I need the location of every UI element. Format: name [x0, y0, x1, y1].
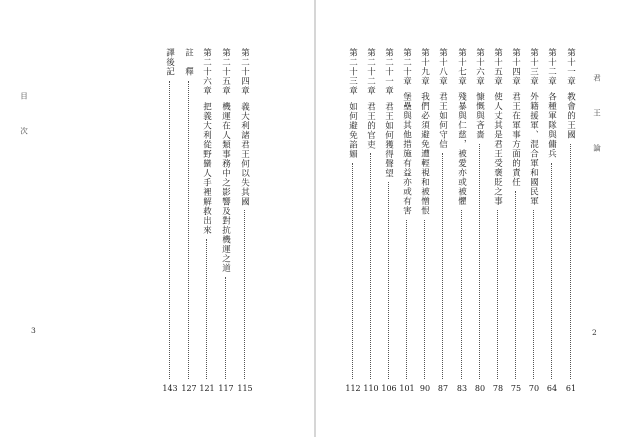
page-number: 121: [199, 384, 215, 393]
page-number: 143: [162, 384, 178, 393]
chapter-title: 君王如何守信: [437, 92, 448, 149]
toc-entry[interactable]: [436, 48, 450, 393]
running-head: 目 次: [19, 92, 29, 145]
dot-leader: [442, 153, 443, 379]
toc-entry[interactable]: [564, 48, 578, 393]
toc-entry-label: [184, 48, 193, 77]
dot-leader: [169, 81, 170, 379]
chapter-title: 君王在軍事方面的責任: [510, 92, 521, 187]
dot-leader: [424, 220, 425, 379]
dot-leader: [406, 220, 407, 379]
chapter-number: 第十八章: [437, 48, 448, 86]
chapter-number: 第二十五章: [220, 48, 231, 96]
chapter-number: 第二十章: [401, 48, 412, 86]
toc-entry[interactable]: [509, 48, 523, 393]
chapter-number: 第二十四章: [239, 48, 250, 96]
chapter-number: 第十四章: [510, 48, 521, 86]
page-number: 112: [345, 384, 361, 393]
page-number: 90: [419, 384, 431, 393]
page-number: 83: [456, 384, 468, 393]
toc-entry[interactable]: [182, 48, 196, 393]
page-number: 87: [437, 384, 449, 393]
right-page: [316, 0, 630, 437]
chapter-number: 第二十三章: [347, 48, 358, 96]
toc-entry-label: [475, 48, 484, 140]
dot-leader: [225, 277, 226, 379]
toc-entry-label: [493, 48, 502, 206]
toc-entry-label: [240, 48, 249, 206]
chapter-title: 堡壘與其他措施有益亦或有害: [401, 92, 412, 216]
chapter-title: 機運在人類事務中之影響及對抗機運之道: [220, 101, 231, 273]
toc-entry[interactable]: [346, 48, 360, 393]
page-folio: 2: [592, 328, 597, 337]
toc-entry[interactable]: [200, 48, 214, 393]
toc-entry-label: [566, 48, 575, 140]
dot-leader: [370, 153, 371, 379]
chapter-title: 慷慨與吝嗇: [474, 92, 485, 140]
chapter-title: 君王的官吏: [365, 101, 376, 149]
chapter-number: 第十六章: [474, 48, 485, 86]
chapter-title: 把義大利從野蠻人手裡解救出來: [201, 101, 212, 235]
chapter-title: 各種軍隊與傭兵: [546, 92, 557, 159]
toc-entry-label: [420, 48, 429, 216]
toc-entry[interactable]: [400, 48, 414, 393]
left-page: [0, 0, 314, 437]
page-number: 61: [565, 384, 577, 393]
chapter-title: 譯後記: [164, 48, 175, 77]
dot-leader: [533, 210, 534, 379]
page-number: 75: [510, 384, 522, 393]
chapter-number: 第二十一章: [383, 48, 394, 96]
chapter-title: 使人丈其是君王受褒貶之事: [492, 92, 503, 206]
toc-entry[interactable]: [491, 48, 505, 393]
dot-leader: [497, 210, 498, 379]
chapter-title: 我們必須避免遭輕視和被憎恨: [419, 92, 430, 216]
chapter-number: 第二十六章: [201, 48, 212, 96]
toc-entry-label: [221, 48, 230, 273]
dot-leader: [206, 239, 207, 379]
chapter-title: 君王如何獲得聲望: [383, 101, 394, 178]
page-number: 78: [492, 384, 504, 393]
toc-entry[interactable]: [455, 48, 469, 393]
toc-entry-label: [547, 48, 556, 159]
toc-entry[interactable]: [473, 48, 487, 393]
chapter-number: 第十五章: [492, 48, 503, 86]
dot-leader: [188, 81, 189, 379]
toc-entry-label: [348, 48, 357, 159]
page-number: 106: [381, 384, 397, 393]
toc-entry-label: [384, 48, 393, 178]
chapter-title: 義大利諸君王何以失其國: [239, 101, 250, 206]
toc-entry[interactable]: [418, 48, 432, 393]
dot-leader: [244, 210, 245, 379]
page-number: 70: [528, 384, 540, 393]
page-number: 110: [363, 384, 379, 393]
chapter-number: 第十三章: [528, 48, 539, 86]
dot-leader: [479, 144, 480, 379]
toc-entry-label: [402, 48, 411, 216]
toc-entry-label: [457, 48, 466, 206]
dot-leader: [570, 144, 571, 379]
dot-leader: [388, 182, 389, 379]
running-head: 君 王 論: [592, 74, 602, 162]
toc-entry-label: [529, 48, 538, 206]
page-number: 127: [181, 384, 197, 393]
toc-entry[interactable]: [382, 48, 396, 393]
toc-entry[interactable]: [238, 48, 252, 393]
chapter-number: 第十七章: [456, 48, 467, 86]
toc-entry-label: [366, 48, 375, 149]
page-number: 80: [474, 384, 486, 393]
dot-leader: [352, 163, 353, 379]
toc-entry-label: [438, 48, 447, 149]
toc-entry[interactable]: [364, 48, 378, 393]
toc-entry[interactable]: [545, 48, 559, 393]
toc-entry-label: [511, 48, 520, 187]
chapter-title: 教會的王國: [565, 92, 576, 140]
chapter-title: 外籍援軍、混合軍和國民軍: [528, 92, 539, 206]
chapter-title: 註 釋: [183, 48, 194, 77]
toc-entry[interactable]: [527, 48, 541, 393]
chapter-number: 第十一章: [565, 48, 576, 86]
chapter-number: 第十二章: [546, 48, 557, 86]
chapter-title: 殘暴與仁慈，被愛亦或被懼: [456, 92, 467, 206]
page-number: 101: [399, 384, 415, 393]
page-folio: 3: [31, 326, 36, 335]
dot-leader: [551, 163, 552, 379]
dot-leader: [461, 210, 462, 379]
toc-entry-label: [165, 48, 174, 77]
page-number: 64: [546, 384, 558, 393]
toc-entry[interactable]: [219, 48, 233, 393]
page-number: 115: [237, 384, 253, 393]
page-number: 117: [218, 384, 234, 393]
chapter-title: 如何避免諂媚: [347, 101, 358, 159]
toc-entry-label: [202, 48, 211, 235]
toc-entry[interactable]: [163, 48, 177, 393]
dot-leader: [515, 191, 516, 379]
chapter-number: 第十九章: [419, 48, 430, 86]
chapter-number: 第二十二章: [365, 48, 376, 96]
